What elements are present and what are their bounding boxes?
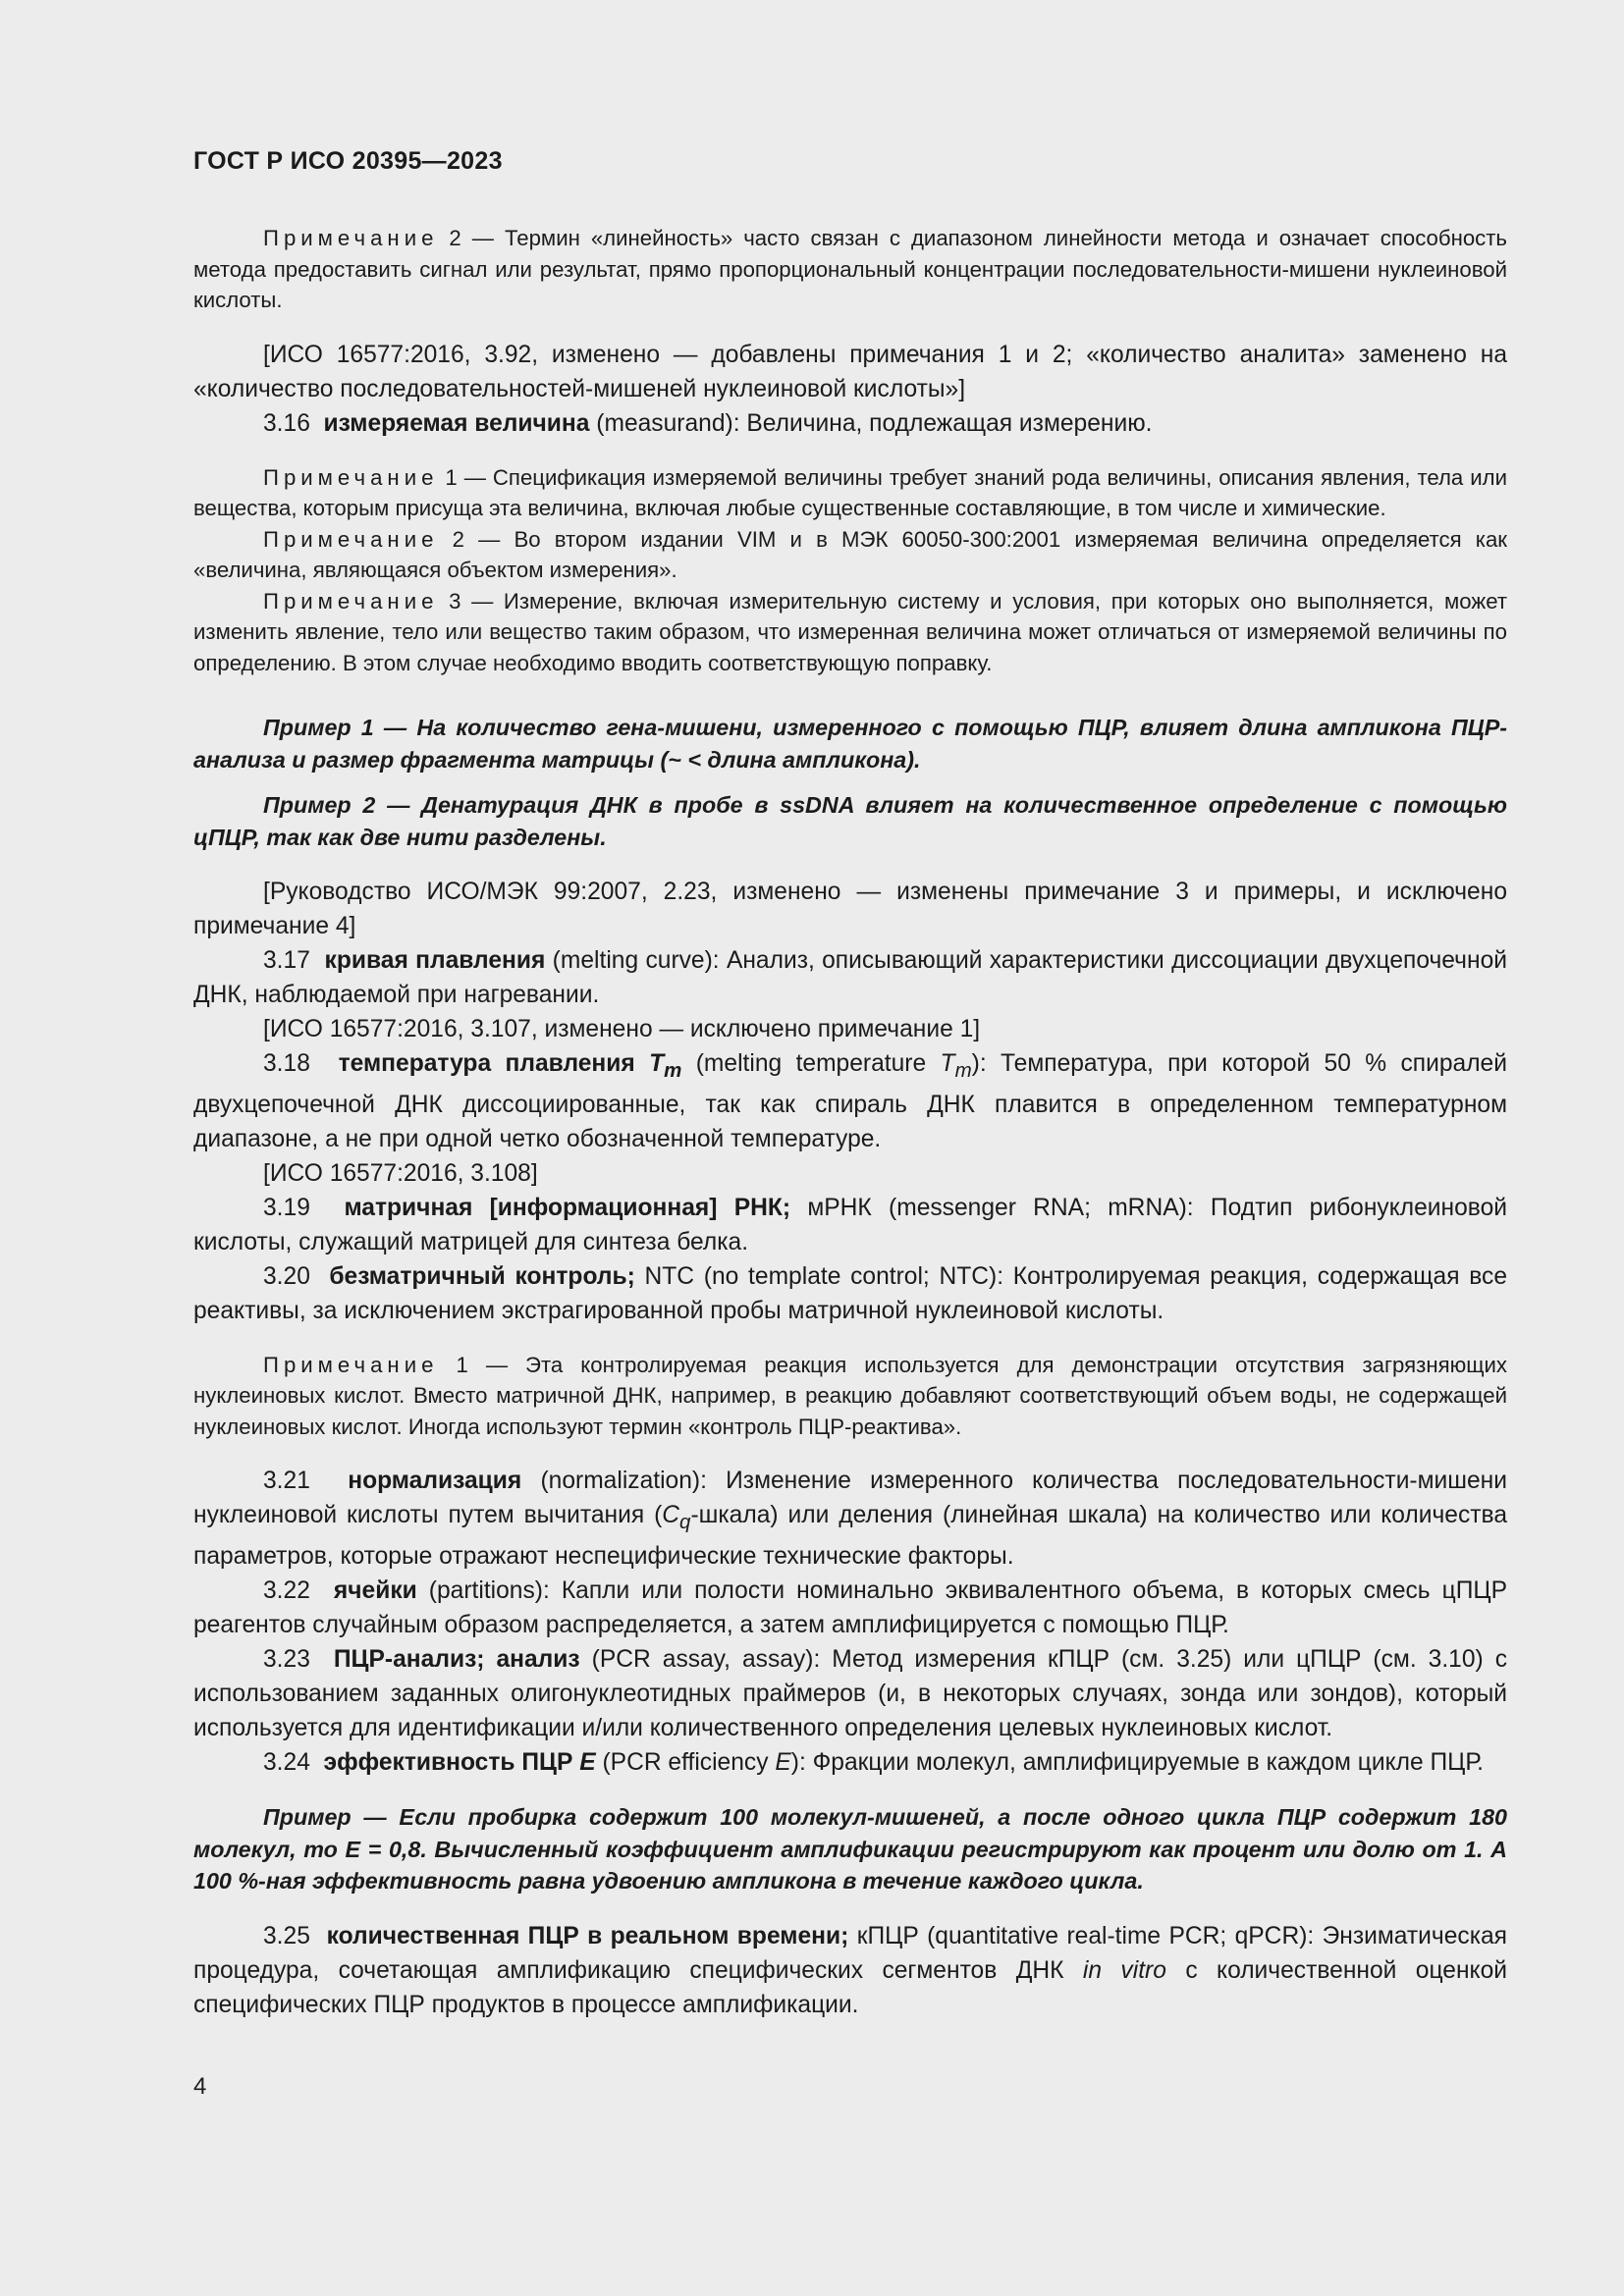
term-symbol-subscript: q — [679, 1511, 691, 1534]
term-name: эффективность ПЦР — [323, 1749, 580, 1777]
term-3-24 — [193, 1745, 1507, 1780]
term-definition: (normalization): Изменение измеренного количества последовательности-мишени нуклеиновой кислоты путем вычитания ( — [193, 1468, 1507, 1529]
term-symbol: T — [649, 1050, 665, 1077]
term-number: 3.25 — [263, 1922, 310, 1949]
note-text: 1 — Спецификация измеряемой величины требует знаний рода величины, описания явления, тела или вещества, которым присуща эта величина, включая любые существенные составляющие, в том числе и химические. — [193, 464, 1507, 520]
term-name: измеряемая величина — [323, 409, 590, 437]
source-reference: [ИСО 16577:2016, 3.92, изменено — добавлены примечания 1 и 2; «количество аналита» заменено на «количество последовательностей-мишеней нуклеиновой кислоты»] — [193, 341, 1507, 402]
term-number: 3.22 — [263, 1577, 310, 1605]
document-header: ГОСТ Р ИСО 20395—2023 — [193, 147, 503, 175]
term-symbol-subscript: m — [954, 1058, 972, 1082]
note-3-measurand — [193, 586, 1507, 679]
term-definition: ): Фракции молекул, амплифицируемые в каждом цикле ПЦР. — [790, 1749, 1484, 1777]
term-number: 3.21 — [263, 1468, 310, 1495]
source-reference: [ИСО 16577:2016, 3.108] — [263, 1159, 538, 1187]
term-definition: ): Температура, при которой 50 % спиралей двухцепочечной ДНК диссоциированные, так как спираль ДНК плавится в определенном температурном диапазоне, а не при одной четко обозначенной температуре. — [193, 1050, 1507, 1152]
term-symbol: E — [775, 1749, 791, 1777]
term-name: кривая плавления — [324, 947, 546, 974]
source-reference: [ИСО 16577:2016, 3.107, изменено — исключено примечание 1] — [263, 1016, 981, 1042]
term-number: 3.20 — [263, 1262, 310, 1290]
note-1-ntc — [193, 1350, 1507, 1443]
term-3-25 — [193, 1919, 1507, 2022]
term-3-23 — [193, 1642, 1507, 1745]
term-symbol: C — [662, 1502, 680, 1529]
term-3-21 — [193, 1464, 1507, 1574]
term-definition: NTC (no template control; NTC): Контролируемая реакция, содержащая все реактивы, за исключением экстрагированной пробы матричной нуклеиновой кислоты. — [193, 1262, 1507, 1324]
page-number: 4 — [193, 2073, 207, 2100]
term-definition: (measurand): Величина, подлежащая измерению. — [589, 409, 1153, 437]
term-name: нормализация — [348, 1468, 522, 1495]
note-text: 2 — Во втором издании VIM и в МЭК 60050-300:2001 измеряемая величина определяется как «величина, являющаяся объектом измерения». — [193, 526, 1507, 582]
term-definition: (partitions): Капли или полости номинально эквивалентного объема, в которых смесь цПЦР реагентов случайным образом распределяется, а затем амплифицируется с помощью ПЦР. — [193, 1577, 1507, 1639]
source-reference: [Руководство ИСО/МЭК 99:2007, 2.23, изменено — изменены примечание 3 и примеры, и исключено примечание 4] — [193, 879, 1507, 939]
term-number: 3.18 — [263, 1050, 310, 1077]
term-definition: с количественной оценкой специфических ПЦР продуктов в процессе амплификации. — [193, 1956, 1508, 2018]
note-2-linearity — [193, 223, 1507, 316]
note-1-measurand — [193, 462, 1507, 524]
term-name: ячейки — [333, 1577, 417, 1605]
note-label: Примечание — [263, 464, 439, 490]
note-text: 2 — Термин «линейность» часто связан с диапазоном линейности метода и означает способность метода предоставить сигнал или результат, прямо пропорциональный концентрации последовательности-мишени нуклеиновой кислоты. — [193, 226, 1507, 312]
term-definition: (melting curve): Анализ, описывающий характеристики диссоциации двухцепочечной ДНК, наблюдаемой при нагревании. — [193, 947, 1507, 1008]
note-label: Примечание — [263, 1352, 439, 1377]
term-symbol: T — [940, 1050, 955, 1077]
term-number: 3.16 — [263, 409, 310, 437]
term-3-18 — [193, 1046, 1507, 1156]
term-definition: кПЦР (quantitative real-time PCR; qPCR): Энзиматическая процедура, сочетающая амплификацию специфических сегментов ДНК — [193, 1922, 1507, 1984]
term-3-20 — [193, 1259, 1507, 1328]
example-1: Пример 1 — На количество гена-мишени, измеренного с помощью ПЦР, влияет длина ампликона ПЦР-анализа и размер фрагмента матрицы (~ < длина ампликона). — [193, 715, 1507, 773]
example-2: Пример 2 — Денатурация ДНК в пробе в ssDNA влияет на количественное определение с помощью цПЦР, так как две нити разделены. — [193, 792, 1507, 850]
term-name: температура плавления — [338, 1050, 635, 1077]
term-symbol-subscript: m — [664, 1058, 682, 1082]
note-text: 1 — Эта контролируемая реакция используется для демонстрации отсутствия загрязняющих нуклеиновых кислот. Вместо матричной ДНК, например, в реакцию добавляют соответствующий объем воды, не содержащей нуклеиновых кислот. Иногда используют термин «контроль ПЦР-реактива». — [193, 1352, 1507, 1439]
term-definition: мРНК (messenger RNA; mRNA): Подтип рибонуклеиновой кислоты, служащий матрицей для синтеза белка. — [193, 1194, 1507, 1255]
term-3-16 — [193, 406, 1507, 441]
term-3-17 — [193, 943, 1507, 1012]
term-symbol: E — [579, 1749, 596, 1777]
term-3-19 — [193, 1191, 1507, 1259]
example-efficiency: Пример — Если пробирка содержит 100 молекул-мишеней, а после одного цикла ПЦР содержит 180 молекул, то Е = 0,8. Вычисленный коэффициент амплификации регистрируют как процент или долю от 1. А 100 %-ная эффективность равна удвоению ампликона в течение каждого цикла. — [193, 1804, 1507, 1895]
note-label: Примечание — [263, 226, 439, 250]
note-label: Примечание — [263, 588, 439, 614]
term-definition: (PCR assay, assay): Метод измерения кПЦР (см. 3.25) или цПЦР (см. 3.10) с использованием заданных олигонуклеотидных праймеров (и, в некоторых случаях, зонда или зондов), который используется для идентификации и/или количественного определения целевых нуклеиновых кислот. — [193, 1646, 1507, 1742]
term-name: матричная [информационная] РНК; — [344, 1194, 791, 1221]
term-number: 3.23 — [263, 1646, 310, 1674]
page-content — [193, 223, 1507, 2022]
term-definition: -шкала) или деления (линейная шкала) на количество или количества параметров, которые отражают неспецифические технические факторы. — [193, 1502, 1507, 1571]
term-name: ПЦР-анализ; анализ — [333, 1646, 580, 1674]
term-name: безматричный контроль; — [329, 1262, 635, 1290]
term-number: 3.24 — [263, 1749, 310, 1777]
term-number: 3.17 — [263, 947, 310, 974]
term-3-22 — [193, 1574, 1507, 1642]
term-name: количественная ПЦР в реальном времени; — [326, 1922, 849, 1949]
term-definition: (PCR efficiency — [595, 1749, 776, 1777]
note-2-measurand — [193, 524, 1507, 586]
note-text: 3 — Измерение, включая измерительную систему и условия, при которых оно выполняется, может изменить явление, тело или вещество таким образом, что измеренная величина может отличаться от измеряемой величины по определению. В этом случае необходимо вводить соответствующую поправку. — [193, 588, 1507, 675]
note-label: Примечание — [263, 526, 439, 552]
term-definition: (melting temperature — [681, 1050, 941, 1077]
term-italic-phrase: in vitro — [1082, 1956, 1166, 1984]
term-number: 3.19 — [263, 1194, 310, 1221]
